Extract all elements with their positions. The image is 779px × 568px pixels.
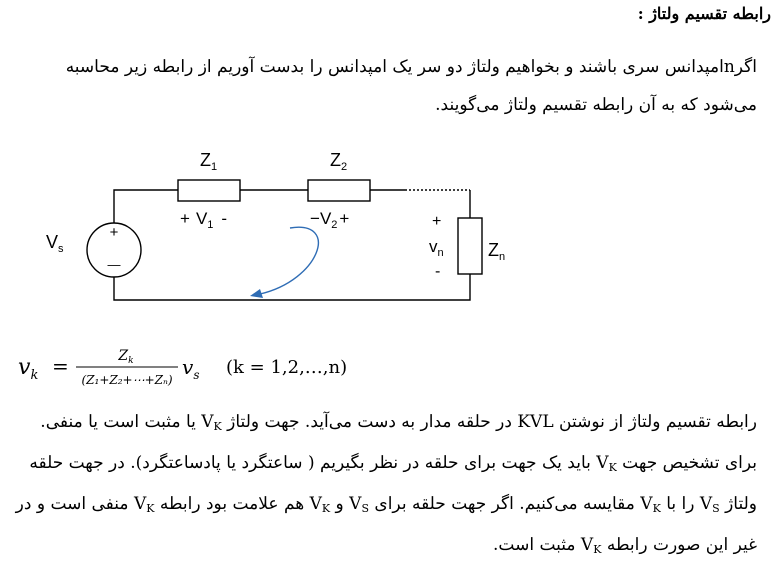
explanation-text: هم علامت بود رابطه — [154, 494, 310, 514]
voltage-divider-formula — [14, 340, 394, 390]
kvl-term: KVL — [517, 412, 554, 432]
formula-lhs: $v_k$ — [18, 355, 39, 383]
impedance-zn — [458, 218, 482, 274]
formula-equals: = — [52, 354, 69, 378]
label-zn: $Z_n$ — [488, 240, 506, 263]
vk-symbol: $V_K$ — [309, 494, 331, 515]
label-vn-minus: - — [435, 263, 441, 280]
explanation-text: مقایسه می‌کنیم. اگر جهت حلقه برای — [369, 494, 641, 514]
vs-symbol: $V_S$ — [699, 494, 720, 515]
intro-paragraph — [7, 48, 757, 124]
label-z2: $Z_2$ — [330, 150, 348, 173]
formula-denominator: (Z₁+Z₂+⋯+Zₙ) — [81, 373, 173, 387]
explanation-paragraph — [7, 404, 757, 568]
loop-arrowhead — [250, 289, 263, 298]
label-vn: $v_n$ — [429, 237, 444, 259]
vs-symbol: $V_S$ — [349, 494, 369, 515]
source-plus: + — [109, 224, 119, 241]
loop-direction-arrow — [260, 227, 318, 294]
vk-symbol: $V_K$ — [596, 453, 617, 474]
intro-text-start: اگر — [734, 57, 757, 77]
circuit-diagram — [40, 140, 540, 310]
vk-symbol: $V_K$ — [640, 494, 661, 515]
explanation-text: باید یک جهت برای حلقه در نظر بگیریم ( ساعتگرد یا پادساعتگرد). در جهت حلقه ولتاژ — [29, 453, 757, 514]
explanation-text: رابطه تقسیم ولتاژ از نوشتن — [553, 412, 757, 432]
explanation-text: را با — [660, 494, 700, 514]
vk-symbol: $V_K$ — [133, 494, 155, 515]
intro-n-symbol: n — [723, 57, 735, 77]
label-z1: $Z_1$ — [200, 150, 218, 173]
explanation-text: و — [330, 494, 350, 514]
label-vn-plus: + — [432, 213, 442, 230]
explanation-text: مثبت است. — [492, 535, 581, 555]
impedance-z1 — [178, 180, 240, 201]
explanation-text: منفی است و در غیر این صورت رابطه — [15, 494, 757, 555]
formula-numerator: $Z_k$ — [118, 348, 134, 366]
intro-text-rest: امپدانس سری باشند و بخواهیم ولتاژ دو سر یک امپدانس را بدست آوریم از رابطه زیر محاسبه می‌شود که به آن رابطه تقسیم ولتاژ می‌گویند. — [65, 57, 757, 115]
label-v1: + $V_1$ - — [180, 209, 228, 231]
label-v2: $-V_2$ + — [310, 209, 350, 231]
section-heading: رابطه تقسیم ولتاژ : — [637, 4, 771, 23]
formula-rhs: $v_s$ — [182, 355, 200, 382]
impedance-z2 — [308, 180, 370, 201]
formula-range: (k = 1,2,…,n) — [226, 357, 348, 378]
vk-symbol: $V_K$ — [580, 535, 602, 556]
explanation-text: در حلقه مدار به دست می‌آید. جهت ولتاژ — [221, 412, 518, 432]
vk-symbol: $V_K$ — [201, 412, 222, 433]
source-minus: — — [107, 257, 121, 272]
explanation-text: یا مثبت است یا منفی. برای تشخیص جهت — [40, 412, 757, 473]
label-vs: $V_s$ — [46, 232, 64, 255]
